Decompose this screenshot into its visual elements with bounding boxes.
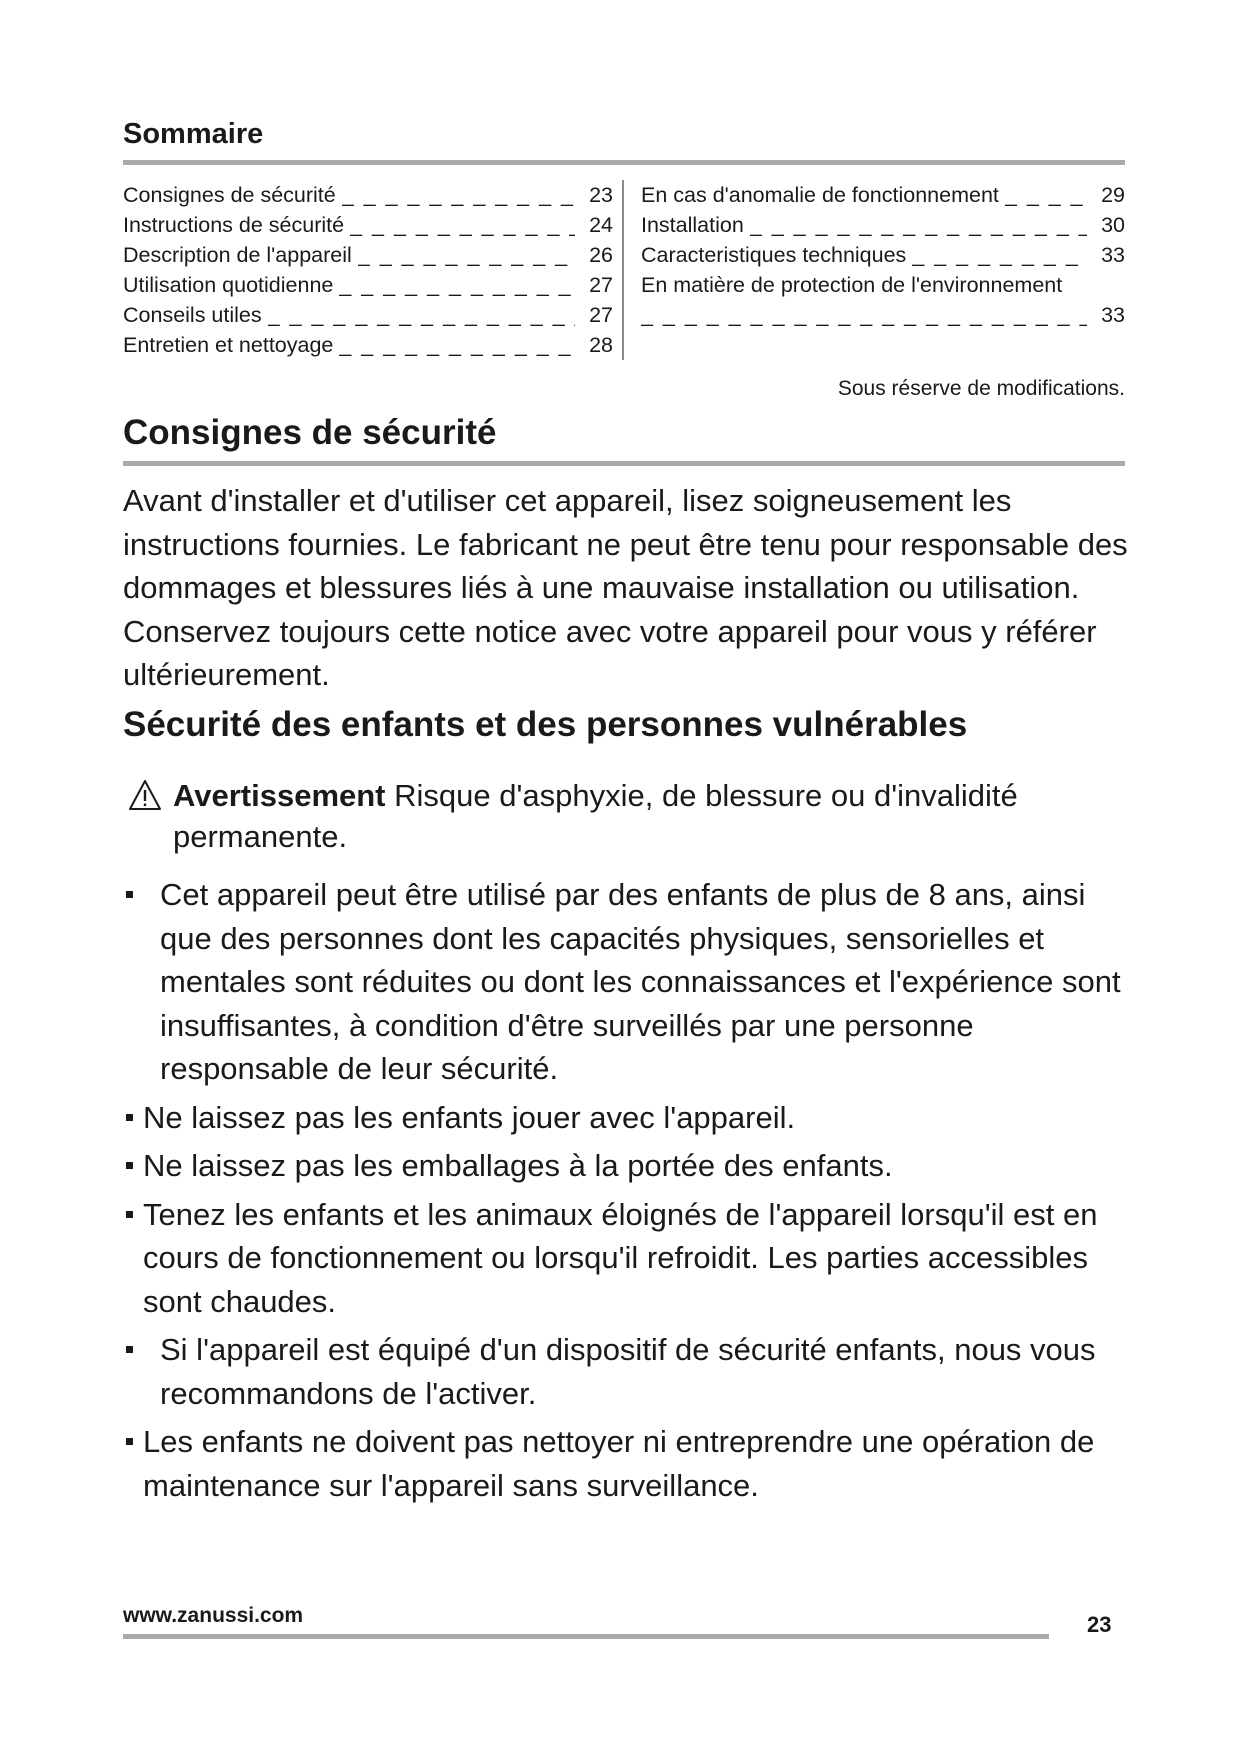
warning-notice bbox=[123, 775, 1123, 857]
subsection-heading: Sécurité des enfants et des personnes vulnérables bbox=[123, 705, 968, 744]
toc-entry-page: 27 bbox=[589, 273, 613, 297]
toc-leader bbox=[339, 270, 575, 300]
toc-entry-page: 33 bbox=[1101, 303, 1125, 327]
toc-rule bbox=[123, 160, 1125, 165]
toc-entry[interactable] bbox=[123, 270, 613, 300]
toc-column-divider bbox=[622, 180, 624, 360]
toc-entry-label: Caracteristiques techniques bbox=[641, 243, 907, 267]
list-item-text: Ne laissez pas les enfants jouer avec l'appareil. bbox=[143, 1099, 796, 1135]
toc-entry-page: 23 bbox=[589, 183, 613, 207]
toc-title: Sommaire bbox=[123, 118, 264, 150]
bullet-icon bbox=[126, 1114, 133, 1121]
bullet-icon bbox=[126, 1211, 133, 1218]
toc-entry[interactable] bbox=[641, 240, 1125, 270]
page-number: 23 bbox=[1087, 1612, 1112, 1637]
list-item bbox=[123, 1193, 1135, 1324]
bullet-icon bbox=[126, 1346, 133, 1353]
list-item bbox=[123, 1420, 1135, 1507]
toc-leader bbox=[750, 210, 1087, 240]
toc-entry[interactable] bbox=[123, 180, 613, 210]
list-item bbox=[123, 1144, 1135, 1188]
bullet-icon bbox=[126, 891, 133, 898]
warning-triangle-icon bbox=[128, 779, 162, 811]
list-item bbox=[123, 1328, 1135, 1415]
toc-entry-page: 28 bbox=[589, 333, 613, 357]
toc-entry-page: 30 bbox=[1101, 213, 1125, 237]
intro-paragraph: Avant d'installer et d'utiliser cet appareil, lisez soigneusement les instructions fournies. Le fabricant ne peut être tenu pour responsable des dommages et blessures liés à une mauvaise installation ou utilisation. Conservez toujours cette notice avec votre appareil pour vous y référer ultérieurement. bbox=[123, 483, 1128, 692]
list-item-text: Tenez les enfants et les animaux éloignés de l'appareil lorsqu'il est en cours de fonctionnement ou lorsqu'il refroidit. Les parties accessibles sont chaudes. bbox=[143, 1196, 1098, 1319]
toc-entry-label: Instructions de sécurité bbox=[123, 213, 345, 237]
toc-entry-label: Conseils utiles bbox=[123, 303, 262, 327]
toc-entry[interactable] bbox=[123, 300, 613, 330]
footer-url[interactable]: www.zanussi.com bbox=[123, 1604, 304, 1627]
section-rule bbox=[123, 461, 1125, 466]
toc-entry[interactable] bbox=[641, 270, 1125, 300]
toc-entry-label: En cas d'anomalie de fonctionnement bbox=[641, 183, 999, 207]
toc-entry-page: 26 bbox=[589, 243, 613, 267]
toc-leader bbox=[268, 300, 575, 330]
section-heading: Consignes de sécurité bbox=[123, 413, 497, 452]
safety-bullet-list bbox=[123, 873, 1135, 1512]
toc-leader bbox=[350, 210, 575, 240]
toc-right-column bbox=[641, 180, 1125, 330]
toc-entry-label: Description de l'appareil bbox=[123, 243, 352, 267]
list-item-text: Ne laissez pas les emballages à la portée des enfants. bbox=[143, 1148, 893, 1183]
toc-entry[interactable] bbox=[123, 210, 613, 240]
toc-entry[interactable] bbox=[641, 180, 1125, 210]
warning-text: Risque d'asphyxie, de blessure ou d'invalidité permanente. bbox=[173, 778, 1018, 854]
toc-entry-continuation[interactable] bbox=[641, 300, 1125, 330]
list-item bbox=[123, 1096, 1135, 1140]
toc-leader bbox=[339, 330, 575, 360]
list-item-text: Si l'appareil est équipé d'un dispositif de sécurité enfants, nous vous recommandons de l'activer. bbox=[160, 1332, 1096, 1411]
warning-label: Avertissement bbox=[173, 778, 386, 813]
toc-leader bbox=[912, 240, 1087, 270]
toc-entry[interactable] bbox=[123, 240, 613, 270]
list-item bbox=[123, 873, 1135, 1091]
toc-entry-label: Installation bbox=[641, 213, 744, 237]
toc-entry-page: 24 bbox=[589, 213, 613, 237]
toc-entry-page: 29 bbox=[1101, 183, 1125, 207]
toc-leader bbox=[358, 240, 575, 270]
toc-entry-label: Utilisation quotidienne bbox=[123, 273, 334, 297]
toc-entry-label: En matière de protection de l'environnement bbox=[641, 273, 1063, 297]
toc-entry[interactable] bbox=[641, 210, 1125, 240]
footer-rule bbox=[123, 1634, 1049, 1639]
list-item-text: Les enfants ne doivent pas nettoyer ni entreprendre une opération de maintenance sur l'appareil sans surveillance. bbox=[143, 1424, 1095, 1503]
bullet-icon bbox=[126, 1438, 133, 1445]
list-item-text: Cet appareil peut être utilisé par des enfants de plus de 8 ans, ainsi que des personnes dont les capacités physiques, sensorielles et mentales sont réduites ou dont les connaissances et l'expérience sont insuffisantes, à condition d'être surveillés par une personne responsable de leur sécurité. bbox=[160, 877, 1121, 1086]
disclaimer-note: Sous réserve de modifications. bbox=[837, 377, 1125, 400]
toc-leader bbox=[342, 180, 575, 210]
toc-entry[interactable] bbox=[123, 330, 613, 360]
warning-body bbox=[123, 775, 1123, 857]
toc-entry-label: Entretien et nettoyage bbox=[123, 333, 334, 357]
bullet-icon bbox=[126, 1162, 133, 1169]
toc-entry-page: 27 bbox=[589, 303, 613, 327]
toc-entry-page: 33 bbox=[1101, 243, 1125, 267]
toc-entry-label: Consignes de sécurité bbox=[123, 183, 336, 207]
toc-leader bbox=[641, 300, 1087, 330]
toc-leader bbox=[1005, 180, 1087, 210]
toc-left-column bbox=[123, 180, 613, 360]
